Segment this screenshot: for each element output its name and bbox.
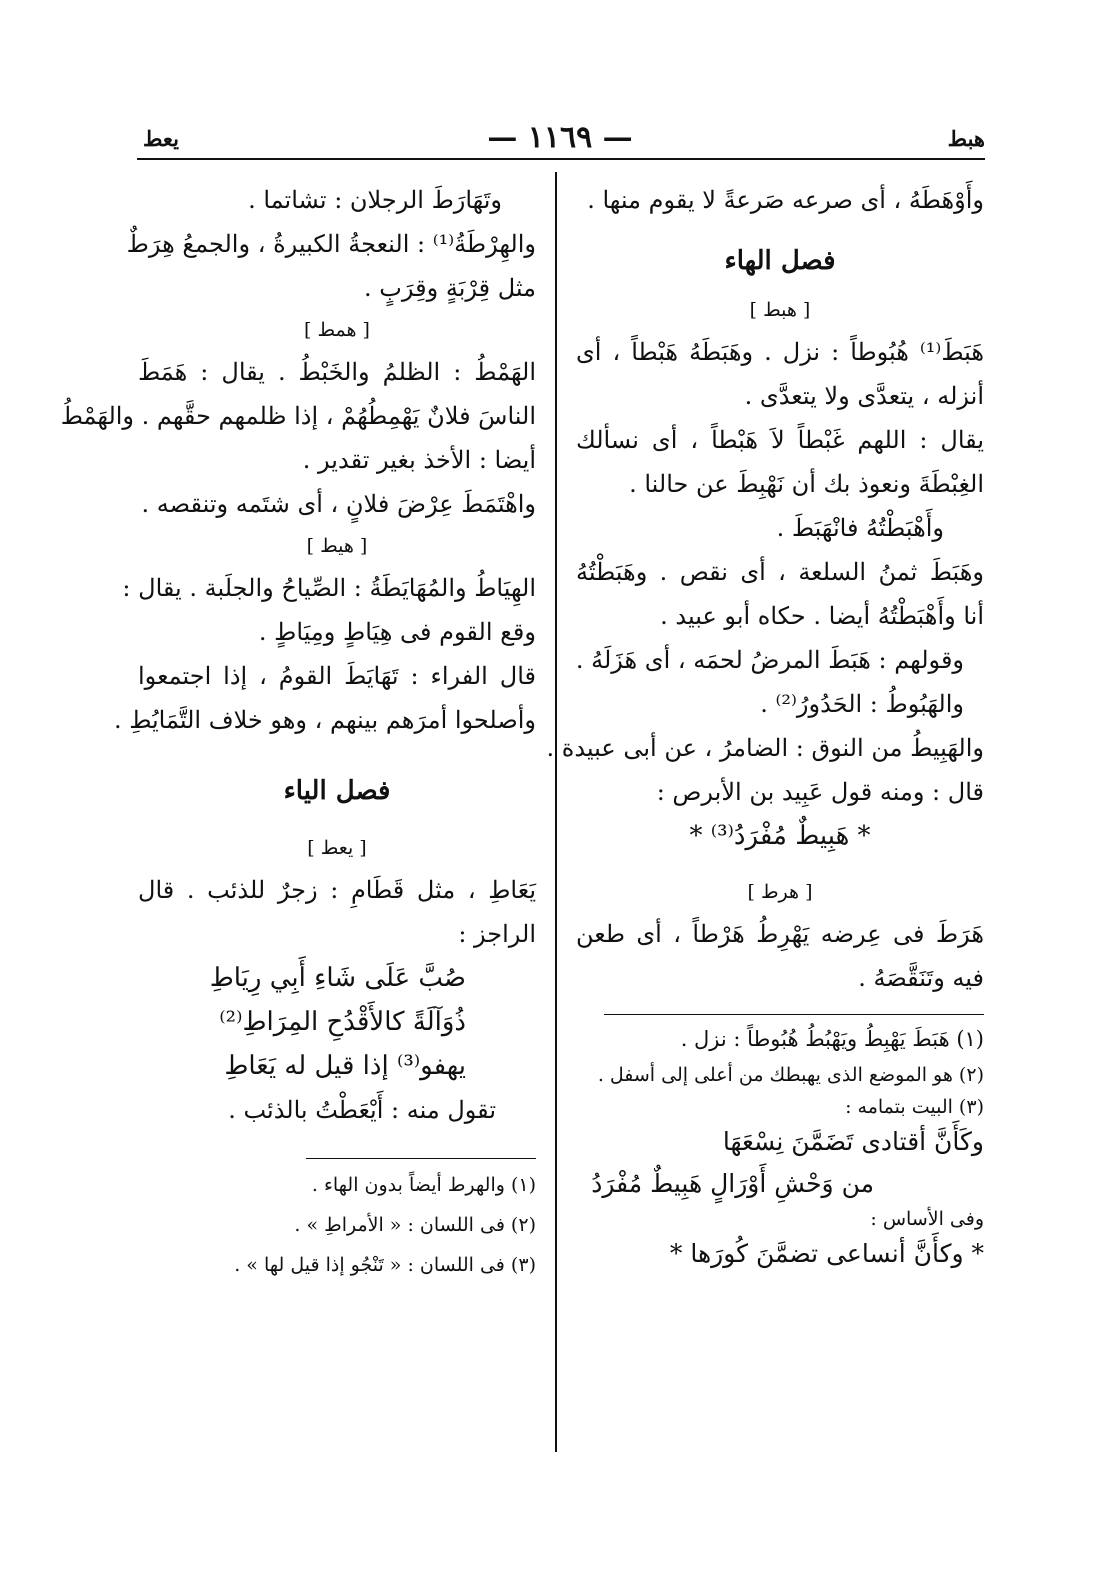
text-line: وأصلحوا أمرَهم بينهم ، وهو خلاف التَّمَايُطِ . (113, 706, 536, 734)
header-rule (137, 158, 985, 160)
text-line: والهِرْطَةُ⁽¹⁾ : النعجةُ الكبيرةُ ، والجمعُ هِرَطٌ (126, 230, 536, 258)
footnote: (٣) فى اللسان : « تَنْجُو إذا قيل لها » . (234, 1254, 536, 1276)
page-header (135, 118, 985, 158)
section-title-ya: فصل الياء (283, 776, 391, 806)
text-line: وأَهْبَطْتُهُ فانْهَبَطَ . (776, 514, 944, 542)
footnote: (٣) البيت بتمامه : (845, 1096, 984, 1118)
footnote-verse: * وكأَنَّ أنساعى تضمَّنَ كُورَها * (669, 1239, 984, 1268)
opening-line: وأَوْهَطَهُ ، أى صرعه صَرعةً لا يقوم منها . (587, 186, 984, 214)
poem-line: صُبَّ عَلَى شَاءِ أَبِي رِيَاطِ (209, 963, 466, 993)
footnote-verse: من وَحْشِ أَوْرَالٍ هَبِيطٌ مُفْرَدُ (591, 1169, 874, 1198)
column-divider (555, 172, 557, 1452)
poem-line: يهفو⁽³⁾ إذا قيل له يَعَاطِ (224, 1051, 466, 1081)
text-line: هَرَطَ فى عِرضه يَهْرِطُ هَرْطاً ، أى طعن (576, 920, 984, 948)
text-line: الناسَ فلانٌ يَهْمِطُهُمْ ، إذا ظلمهم حقَّهم . والهَمْطُ (60, 402, 536, 430)
entry-title-hmt: [ همط ] (304, 319, 370, 341)
text-line: والهَبِيطُ من النوق : الضامرُ ، عن أبى عبيدة . (546, 734, 984, 762)
verse-line: * هَبِيطٌ مُفْرَدُ⁽³⁾ * (689, 821, 871, 851)
text-line: فيه وتَنَقَّصَهُ . (858, 964, 984, 992)
footnote-verse: وكَأَنَّ أقتادى تَضَمَّنَ نِسْعَهَا (722, 1127, 984, 1156)
text-line: وتَهَارَطَ الرجلان : تشاتما . (248, 186, 502, 214)
text-line: الهَمْطُ : الظلمُ والخَبْطُ . يقال : هَمَطَ (138, 358, 536, 386)
footnote: (١) والهرط أيضاً بدون الهاء . (311, 1174, 536, 1196)
footnote: (٢) هو الموضع الذى يهبطك من أعلى إلى أسفل . (597, 1064, 984, 1086)
text-line: يقال : اللهم غَبْطاً لاَ هَبْطاً ، أى نسألك (576, 426, 984, 454)
text-line: والهَبُوطُ : الحَدُورُ⁽²⁾ . (760, 690, 964, 718)
footnote: وفى الأساس : (870, 1208, 984, 1230)
footnote-rule (604, 1014, 984, 1015)
footnote: (٢) فى اللسان : « الأمراطِ » . (294, 1214, 536, 1236)
text-line: مثل قِرْبَةٍ وقِرَبٍ . (364, 274, 536, 302)
footnote-rule (306, 1158, 536, 1159)
footnote: (١) هَبَطَ يَهْبِطُ ويَهْبُطُ هُبُوطاً : نزل . (680, 1027, 984, 1051)
page-number: — ١١٦٩ — (487, 120, 633, 155)
entry-title-hbt: [ هبط ] (749, 299, 811, 321)
text-line: الهِيَاطُ والمُهَايَطَةُ : الصِّياحُ والجلَبة . يقال : (122, 574, 536, 602)
text-line: واهْتَمَطَ عِرْضَ فلانٍ ، أى شتَمه وتنقصه . (141, 490, 536, 518)
text-line: يَعَاطِ ، مثل قَطَامِ : زجرٌ للذئب . قال (138, 876, 536, 904)
text-line: تقول منه : أَيْعَطْتُ بالذئب . (228, 1096, 496, 1124)
header-left-word: يعط (143, 126, 179, 151)
text-line: الغِبْطَةَ ونعوذ بك أن نَهْبِطَ عن حالنا . (629, 470, 984, 498)
text-line: أنزله ، يتعدَّى ولا يتعدَّى . (744, 382, 984, 410)
text-line: قال : ومنه قول عَبِيد بن الأبرص : (656, 778, 984, 806)
poem-line: ذُوَآلَةً كالأَقْدُحِ المِرَاطِ⁽²⁾ (219, 1007, 466, 1037)
entry-title-yat: [ يعط ] (307, 837, 367, 859)
text-line: هَبَطَ⁽¹⁾ هُبُوطاً : نزل . وهَبَطَهُ هَبْطاً ، أى (576, 338, 984, 366)
text-line: وهَبَطَ ثمنُ السلعة ، أى نقص . وهَبَطْتُهُ (576, 558, 984, 586)
header-right-word: هبط (947, 126, 985, 151)
text-line: قال الفراء : تَهَايَطَ القومُ ، إذا اجتمعوا (138, 662, 536, 690)
text-line: أيضا : الأخذ بغير تقدير . (302, 446, 536, 474)
text-line: أنا وأَهْبَطْتُهُ أيضا . حكاه أبو عبيد . (660, 602, 984, 630)
right-column (546, 178, 984, 1275)
left-column (60, 178, 536, 1285)
section-title-ha: فصل الهاء (724, 246, 836, 276)
text-line: وقع القوم فى هِيَاطٍ ومِيَاطٍ . (258, 618, 536, 646)
text-line: وقولهم : هَبَطَ المرضُ لحمَه ، أى هَزَلَهُ . (575, 646, 964, 674)
text-line: الراجز : (458, 920, 536, 948)
entry-title-hrt: [ هرط ] (747, 881, 813, 903)
entry-title-hyt: [ هيط ] (306, 535, 368, 557)
